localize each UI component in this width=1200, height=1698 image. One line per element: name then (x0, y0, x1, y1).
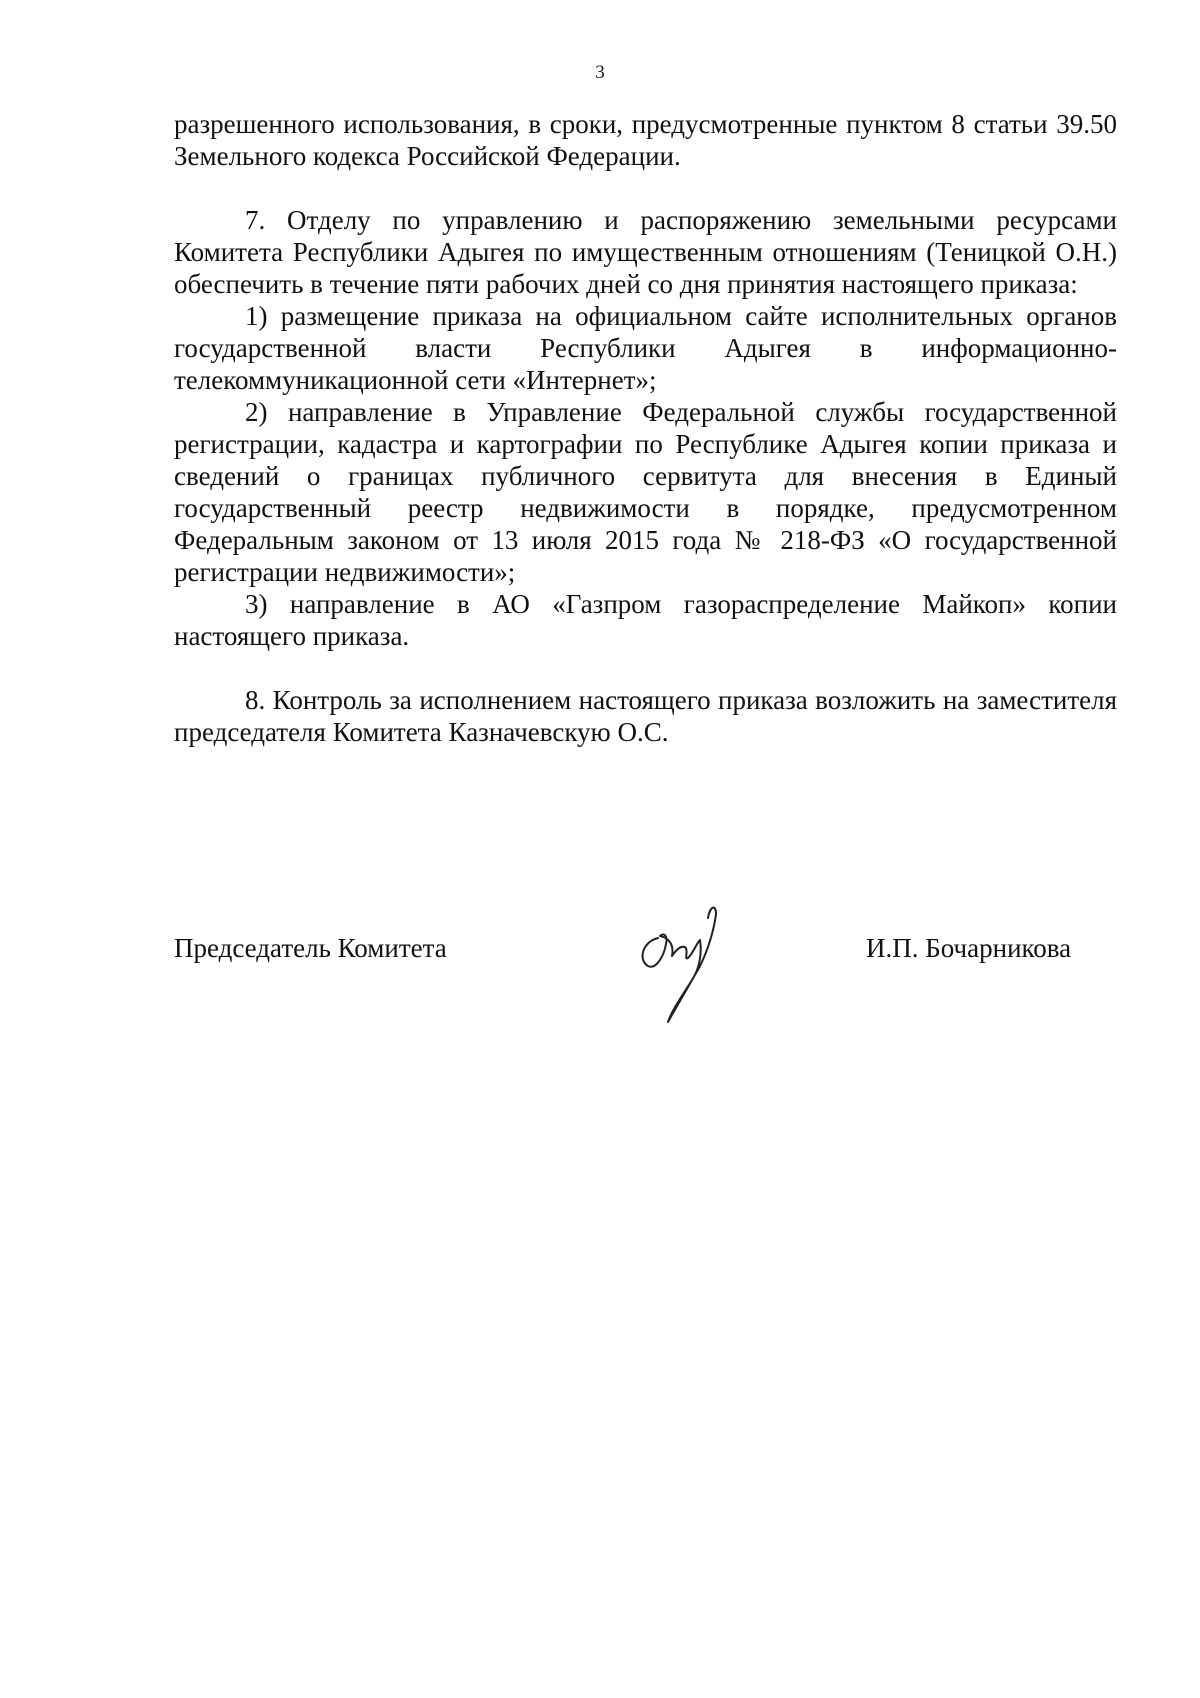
document-body (174, 108, 1117, 748)
paragraph-7-item-1: 1) размещение приказа на официальном сайте исполнительных органов государственной власти Республики Адыгея в информационно-телекоммуникационной сети «Интернет»; (174, 301, 1117, 395)
paragraph-7: 7. Отделу по управлению и распоряжению земельными ресурсами Комитета Республики Адыгея по имущественным отношениям (Теницкой О.Н.) обеспечить в течение пяти рабочих дней со дня принятия настоящего приказа: (174, 205, 1117, 299)
paragraph-7-item-3: 3) направление в АО «Газпром газораспределение Майкоп» копии настоящего приказа. (174, 589, 1117, 651)
page-number: 3 (595, 62, 605, 83)
signatory-name: И.П. Бочарникова (866, 933, 1072, 963)
signatory-title: Председатель Комитета (174, 933, 447, 963)
paragraph-7-item-2: 2) направление в Управление Федеральной службы государственной регистрации, кадастра и картографии по Республике Адыгея копии приказа и сведений о границах публичного сервитута для внесения в Единый государственный реестр недвижимости в порядке, предусмотренном Федеральным законом от 13 июля 2015 года № 218-ФЗ «О государственной регистрации недвижимости»; (174, 397, 1117, 587)
handwritten-signature (630, 880, 740, 1030)
paragraph-8: 8. Контроль за исполнением настоящего приказа возложить на заместителя председателя Комитета Казначевскую О.С. (174, 685, 1117, 747)
paragraph-continuation: разрешенного использования, в сроки, предусмотренные пунктом 8 статьи 39.50 Земельного кодекса Российской Федерации. (174, 109, 1117, 171)
